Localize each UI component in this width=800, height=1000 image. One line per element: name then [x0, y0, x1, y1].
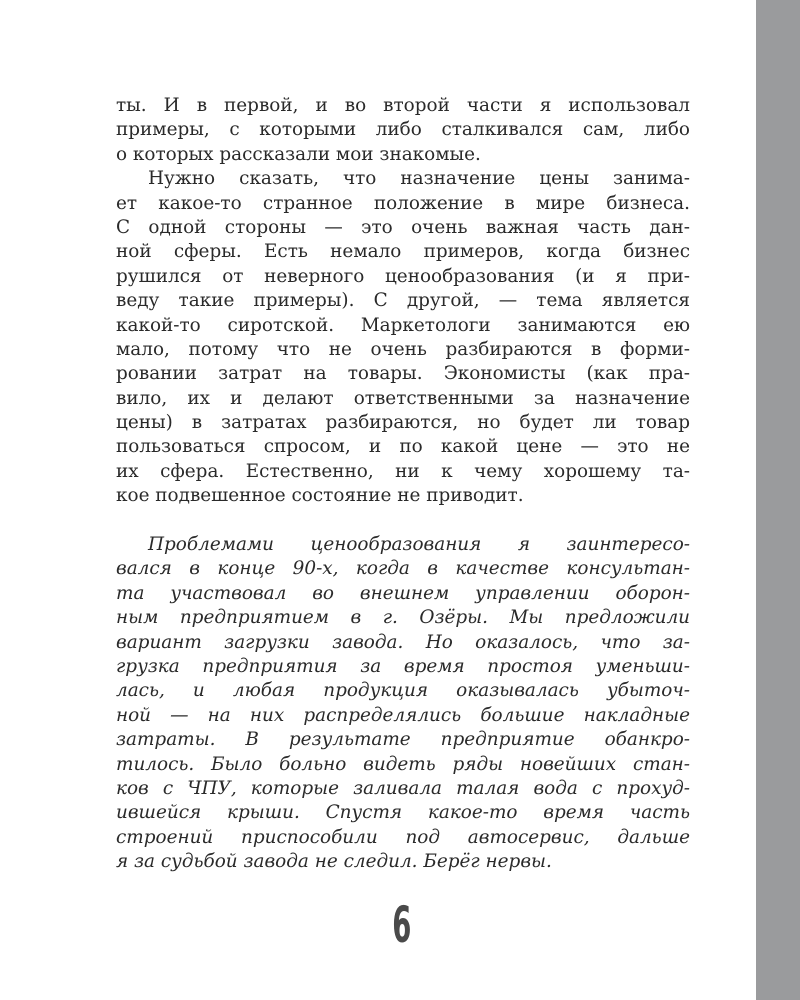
text-line: цены) в затратах разбираются, но будет ли товар	[116, 412, 690, 434]
italic-line: строений приспособили под автосервис, дальше	[116, 826, 690, 848]
italic-line: затраты. В результате предприятие обанкро-	[116, 729, 690, 751]
text-line: ной сферы. Есть немало примеров, когда бизнес	[116, 241, 690, 263]
italic-line: ным предприятием в г. Озёры. Мы предложили	[116, 607, 690, 629]
text-line: Нужно сказать, что назначение цены занима-	[148, 168, 690, 190]
page-number: 6	[392, 896, 412, 954]
text-line: кое подвешенное состояние не приводит.	[116, 485, 524, 507]
paragraph-continuation	[116, 94, 690, 167]
italic-line: ков с ЧПУ, которые заливала талая вода с прохуд-	[116, 777, 690, 799]
italic-line: та участвовал во внешнем управлении оборон-	[116, 582, 690, 604]
italic-anecdote	[116, 533, 690, 874]
text-line: рушился от неверного ценообразования (и я при-	[116, 265, 690, 287]
italic-line: вариант загрузки завода. Но оказалось, что за-	[116, 631, 690, 653]
text-line: ровании затрат на товары. Экономисты (как пра-	[116, 363, 690, 385]
text-line: мало, потому что не очень разбираются в форми-	[116, 338, 690, 360]
text-line: веду такие примеры). С другой, — тема является	[116, 290, 690, 312]
italic-line: ившейся крыши. Спустя какое-то время часть	[116, 802, 690, 824]
italic-line: тилось. Было больно видеть ряды новейших стан-	[116, 753, 690, 775]
italic-line: ной — на них распределялись большие накладные	[116, 704, 690, 726]
text-line: их сфера. Естественно, ни к чему хорошему та-	[116, 460, 690, 482]
main-text	[116, 94, 690, 509]
text-line: примеры, с которыми либо сталкивался сам, либо	[116, 119, 690, 141]
italic-line: грузка предприятия за время простоя уменьши-	[116, 655, 690, 677]
italic-line: я за судьбой завода не следил. Берёг нервы.	[116, 851, 552, 873]
italic-line: лась, и любая продукция оказывалась убыточ-	[116, 680, 690, 702]
text-line: С одной стороны — это очень важная часть дан-	[116, 216, 690, 238]
italic-line: вался в конце 90-х, когда в качестве консультан-	[116, 558, 690, 580]
text-line: какой-то сиротской. Маркетологи занимаются ею	[116, 314, 690, 336]
text-line: пользоваться спросом, и по какой цене — это не	[116, 436, 690, 458]
italic-line: Проблемами ценообразования я заинтересо-	[148, 534, 690, 555]
text-line: ет какое-то странное положение в мире бизнеса.	[116, 192, 690, 214]
text-line: вило, их и делают ответственными за назначение	[116, 387, 690, 409]
text-line: ты. И в первой, и во второй части я использовал	[116, 95, 690, 116]
paragraph-pricing	[116, 167, 690, 508]
text-line: о которых рассказали мои знакомые.	[116, 143, 481, 165]
side-edge-bar	[756, 0, 800, 1000]
